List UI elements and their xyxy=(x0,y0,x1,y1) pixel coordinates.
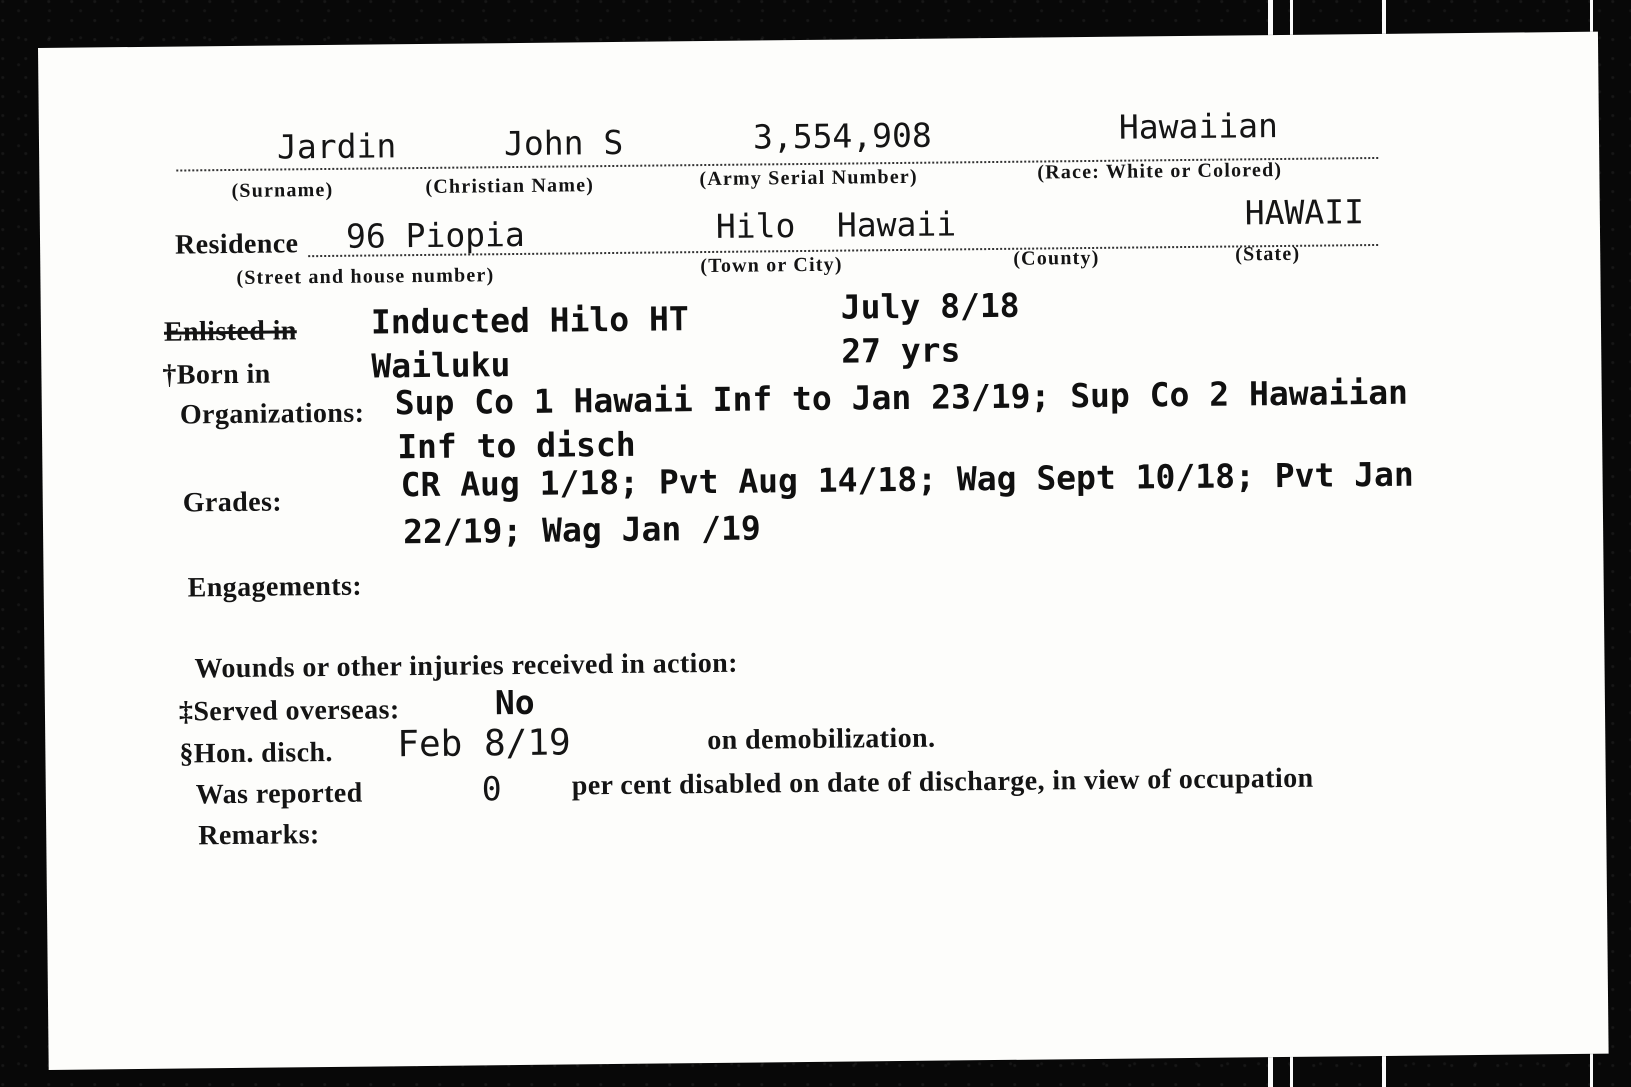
served-overseas-value: No xyxy=(494,682,535,723)
discharge-label-text: Hon. disch. xyxy=(193,736,333,770)
disability-suffix: per cent disabled on date of discharge, in view of occupation xyxy=(571,762,1314,802)
race-caption: (Race: White or Colored) xyxy=(1037,158,1283,184)
grades-line-1: CR Aug 1/18; Pvt Aug 14/18; Wag Sept 10/18; Pvt Jan xyxy=(400,454,1415,505)
born-label-text: Born in xyxy=(176,358,271,391)
discharge-suffix: on demobilization. xyxy=(707,722,936,757)
service-record-card xyxy=(38,32,1609,1070)
born-mark: † xyxy=(162,359,178,391)
born-place: Wailuku xyxy=(371,345,511,386)
serial-number-value: 3,554,908 xyxy=(752,115,932,157)
grades-line-2: 22/19; Wag Jan /19 xyxy=(402,508,761,552)
enlisted-label xyxy=(164,315,297,348)
surname-caption: (Surname) xyxy=(231,178,334,202)
state-caption: (State) xyxy=(1235,242,1301,266)
serial-caption: (Army Serial Number) xyxy=(699,165,918,191)
enlisted-label-struck: Enlisted in xyxy=(163,315,297,348)
discharge-mark: § xyxy=(179,738,194,770)
born-age: 27 yrs xyxy=(841,330,961,371)
christian-name-value: John S xyxy=(503,122,624,164)
discharge-date: Feb 8/19 xyxy=(397,722,571,766)
race-value: Hawaiian xyxy=(1118,106,1279,147)
residence-state-value: HAWAII xyxy=(1244,192,1365,233)
born-label xyxy=(162,359,271,392)
residence-town-value: Hilo xyxy=(715,206,796,246)
was-reported-label: Was reported xyxy=(195,777,363,811)
hon-disch-label xyxy=(179,737,333,771)
town-caption: (Town or City) xyxy=(700,253,843,278)
residence-street-value: 96 Piopia xyxy=(345,214,525,256)
christian-name-caption: (Christian Name) xyxy=(425,174,595,198)
residence-label: Residence xyxy=(174,228,299,261)
wounds-label: Wounds or other injuries received in action: xyxy=(194,647,739,685)
remarks-label: Remarks: xyxy=(198,819,320,852)
engagements-label: Engagements: xyxy=(187,570,363,604)
surname-value: Jardin xyxy=(276,126,397,167)
residence-county-value: Hawaii xyxy=(836,204,957,245)
street-caption: (Street and house number) xyxy=(236,264,495,289)
served-overseas-label xyxy=(179,694,400,728)
county-caption: (County) xyxy=(1013,246,1100,270)
overseas-label-text: Served overseas: xyxy=(193,694,400,728)
enlisted-date: July 8/18 xyxy=(840,285,1020,327)
grades-label: Grades: xyxy=(182,486,283,519)
organizations-line-2: Inf to disch xyxy=(396,424,636,467)
enlisted-value: Inducted Hilo HT xyxy=(370,299,689,342)
overseas-mark: ‡ xyxy=(178,696,194,728)
disability-percent-value: 0 xyxy=(481,769,502,809)
organizations-label: Organizations: xyxy=(179,397,365,431)
organizations-line-1: Sup Co 1 Hawaii Inf to Jan 23/19; Sup Co 2 Hawaiian xyxy=(394,372,1409,423)
